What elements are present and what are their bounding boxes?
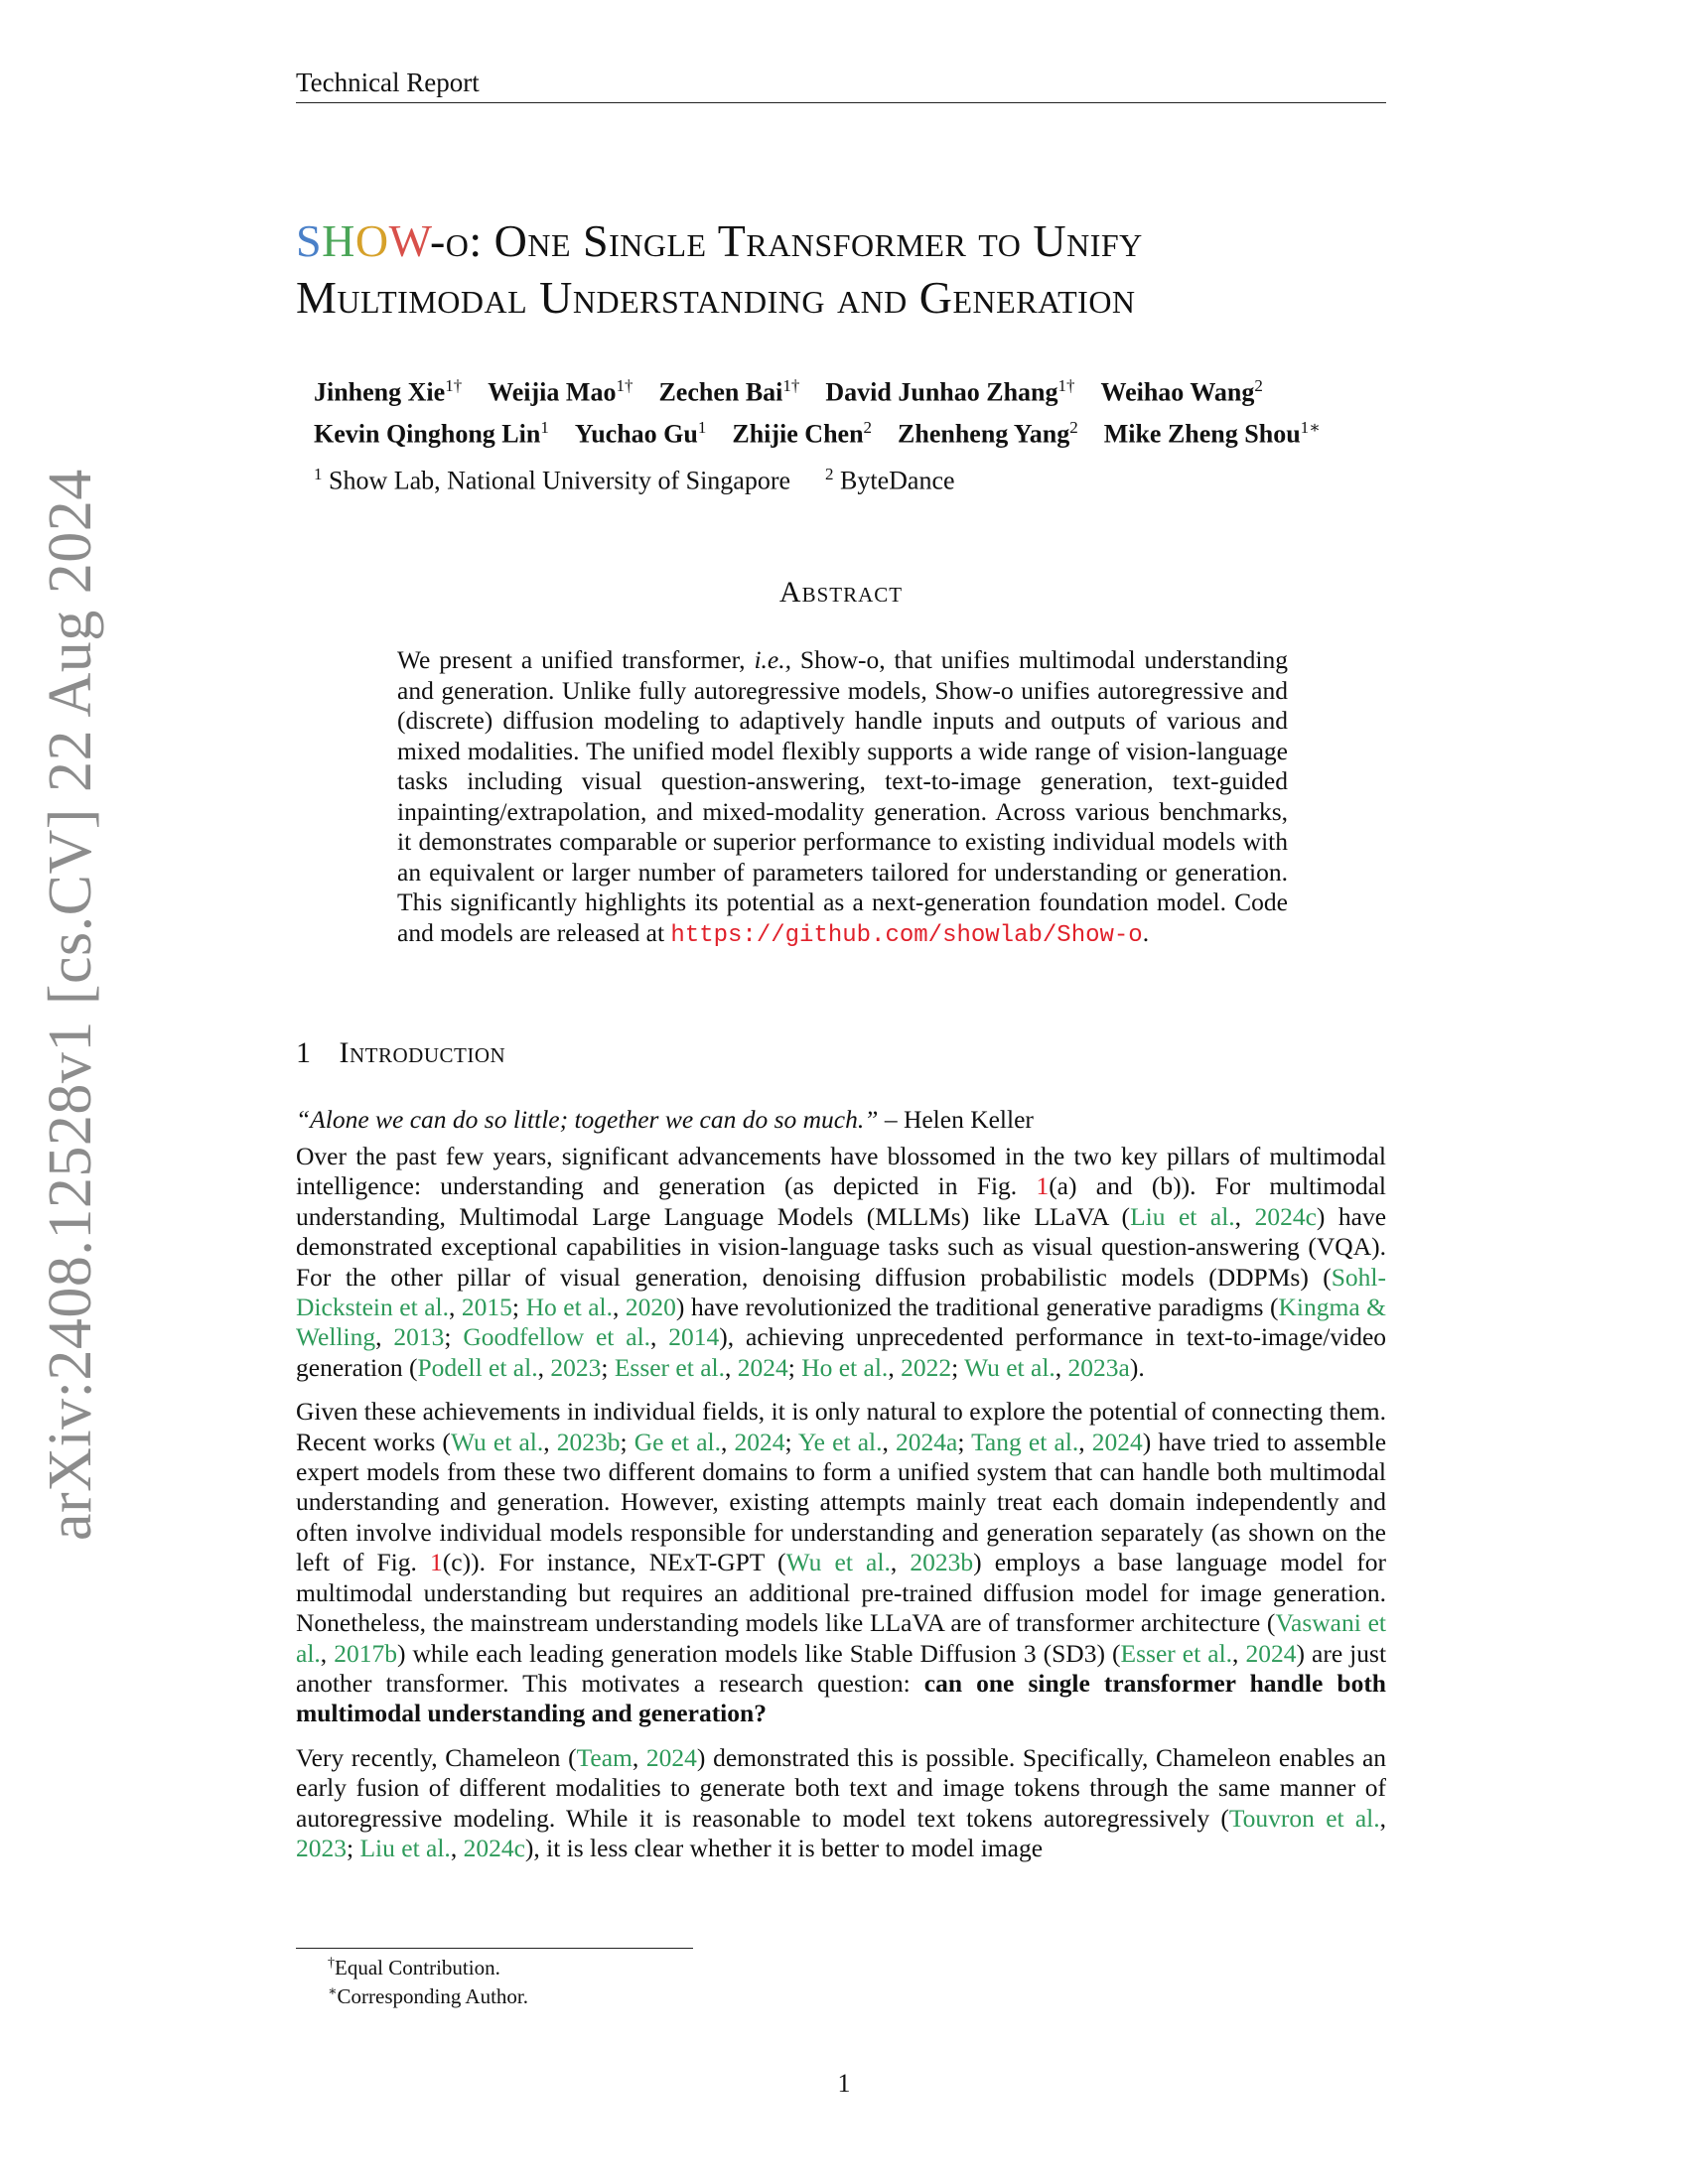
citation-link[interactable]: Wu et al.: [964, 1352, 1055, 1382]
citation-link[interactable]: 2024a: [896, 1427, 958, 1456]
title-line-1: [296, 212, 1388, 269]
body-text: ,: [632, 1742, 646, 1772]
body-text: ,: [1234, 1201, 1255, 1231]
footnote: [328, 1983, 528, 2009]
author-name: Weijia Mao: [488, 377, 617, 407]
paragraph-1: [296, 1142, 1386, 1383]
author-mark: 2: [863, 417, 873, 437]
paragraph-3: [296, 1743, 1386, 1864]
body-text: ;: [784, 1427, 798, 1456]
citation-link[interactable]: Team: [576, 1742, 633, 1772]
body-text: ,: [882, 1427, 897, 1456]
author-list: [314, 368, 1386, 451]
affiliations: [314, 465, 955, 496]
affiliation-name: ByteDance: [840, 466, 955, 495]
body-text: ,: [320, 1638, 335, 1668]
body-text: ,: [375, 1322, 394, 1352]
affiliation-mark: 1: [314, 465, 323, 483]
epigraph-attribution: – Helen Keller: [878, 1105, 1034, 1134]
citation-link[interactable]: 2017b: [334, 1638, 397, 1668]
citation-link[interactable]: 2023: [550, 1352, 602, 1382]
abstract-body: [397, 645, 1288, 951]
author-name: Yuchao Gu: [574, 419, 698, 449]
citation-link[interactable]: 2023: [296, 1833, 347, 1862]
body-text: ), achieving unprecedented performance in text-to-image/video generation (: [296, 1322, 1387, 1382]
author-mark: 1†: [445, 376, 463, 395]
section-number: 1: [296, 1036, 312, 1069]
body-text: ) are just another transformer. This motivates a research question:: [296, 1638, 1387, 1698]
citation-link[interactable]: 2024c: [1254, 1201, 1317, 1231]
figure-ref-link[interactable]: 1: [430, 1548, 443, 1577]
body-text: ,: [724, 1352, 738, 1382]
body-text: ;: [951, 1352, 965, 1382]
body-text: Over the past few years, significant advancements have blossomed in the two key pillars of multimodal intelligence: understanding and generation (as depicted in Fig.: [296, 1142, 1386, 1201]
body-text: ,: [449, 1293, 462, 1322]
citation-link[interactable]: 2023b: [910, 1548, 974, 1577]
citation-link[interactable]: 2024c: [463, 1833, 525, 1862]
author-name: David Junhao Zhang: [825, 377, 1058, 407]
author-row-2: [314, 410, 1386, 452]
body-text: ;: [957, 1427, 972, 1456]
paper-title: [296, 212, 1388, 326]
citation-link[interactable]: Ho et al.: [801, 1352, 889, 1382]
footnote-mark: ∗: [328, 1984, 338, 1999]
author-mark: 1: [697, 417, 707, 437]
paragraph-2: [296, 1397, 1386, 1728]
body-text: ,: [1379, 1803, 1387, 1833]
citation-link[interactable]: 2013: [393, 1322, 445, 1352]
body-text: ) have tried to assemble expert models from these two different domains to form a unified system that can handle both multimodal understanding and generation. However, existing attempts mainly treat each domain independently and often involve individual models responsible for understanding and generation separately (as shown on the left of Fig.: [296, 1427, 1387, 1577]
body-text: ,: [890, 1548, 911, 1577]
body-text: ,: [450, 1833, 464, 1862]
abstract-end: .: [1142, 917, 1150, 947]
body-text: ,: [888, 1352, 902, 1382]
author-name: Zhijie Chen: [732, 419, 864, 449]
body-text: ) demonstrated this is possible. Specifically, Chameleon enables an early fusion of different modalities to generate both text and image tokens through the same manner of autoregressive modeling. While it is reasonable to model text tokens autoregressively (: [296, 1742, 1387, 1833]
citation-link[interactable]: 2020: [625, 1293, 676, 1322]
citation-link[interactable]: 2022: [901, 1352, 952, 1382]
footnote-rule: [296, 1948, 693, 1949]
body-text: ;: [787, 1352, 802, 1382]
body-text: ,: [613, 1293, 626, 1322]
figure-ref-link[interactable]: 1: [1036, 1171, 1050, 1201]
footnote-mark: †: [328, 1956, 335, 1971]
citation-link[interactable]: Sohl-Dickstein et al.: [296, 1262, 1386, 1322]
citation-link[interactable]: Liu et al.: [1130, 1201, 1235, 1231]
body-text: ,: [543, 1427, 557, 1456]
citation-link[interactable]: 2024: [1245, 1638, 1297, 1668]
code-url-link[interactable]: https://github.com/showlab/Show-o: [670, 921, 1143, 949]
citation-link[interactable]: 2024: [1091, 1427, 1143, 1456]
research-question: can one single transformer handle both multimodal understanding and generation?: [296, 1668, 1386, 1728]
citation-link[interactable]: 2024: [645, 1742, 697, 1772]
show-w: W: [388, 215, 430, 266]
author-name: Zechen Bai: [658, 377, 783, 407]
body-text: ) have demonstrated exceptional capabilities in vision-language tasks such as visual question-answering (VQA). For the other pillar of visual generation, denoising diffusion probabilistic models (DDPMs) (: [296, 1201, 1387, 1292]
abstract-heading: Abstract: [778, 576, 904, 609]
body-text: Given these achievements in individual fields, it is only natural to explore the potential of connecting them. Recent works (: [296, 1397, 1386, 1456]
citation-link[interactable]: Esser et al.: [1120, 1638, 1233, 1668]
show-o: O: [354, 215, 389, 266]
body-text: ;: [347, 1833, 360, 1862]
body-text: ;: [620, 1427, 634, 1456]
body-text: ,: [1232, 1638, 1246, 1668]
body-text: ;: [444, 1322, 464, 1352]
footnote-text: Equal Contribution.: [335, 1956, 500, 1979]
body-text: ,: [720, 1427, 735, 1456]
running-header: Technical Report: [296, 68, 1386, 103]
epigraph-text: “Alone we can do so little; together we can do so much.”: [296, 1105, 879, 1134]
footnote-text: Corresponding Author.: [337, 1984, 529, 2008]
citation-link[interactable]: Ho et al.: [525, 1293, 613, 1322]
intro-body: [296, 1142, 1386, 1877]
citation-link[interactable]: 2015: [461, 1293, 512, 1322]
page-number: 1: [837, 2069, 851, 2098]
citation-link[interactable]: Ge et al.: [633, 1427, 721, 1456]
author-mark: 1: [540, 417, 549, 437]
body-text: (a) and (b)). For multimodal understanding, Multimodal Large Language Models (MLLMs) like LLaVA (: [296, 1171, 1386, 1231]
body-text: Very recently, Chameleon (: [296, 1742, 577, 1772]
footnote: [328, 1956, 500, 1980]
abstract-text: We present a unified transformer,: [397, 645, 755, 674]
citation-link[interactable]: 2014: [668, 1322, 720, 1352]
author-name: Zhenheng Yang: [898, 419, 1070, 449]
author-name: Jinheng Xie: [314, 377, 446, 407]
citation-link[interactable]: Vaswani et al.: [296, 1608, 1386, 1668]
affiliation-mark: 2: [825, 465, 834, 483]
citation-link[interactable]: 2023a: [1067, 1352, 1130, 1382]
author-mark: 1†: [616, 376, 633, 395]
body-text: (c)). For instance, NExT-GPT (: [442, 1548, 786, 1577]
citation-link[interactable]: 2023b: [556, 1427, 621, 1456]
citation-link[interactable]: Ye et al.: [797, 1427, 883, 1456]
body-text: ;: [511, 1293, 526, 1322]
show-s: S: [296, 215, 323, 266]
title-line-1-rest: -o: One Single Transformer to Unify: [429, 215, 1143, 266]
body-text: ;: [601, 1352, 615, 1382]
author-row-1: [314, 368, 1386, 410]
section-title: Introduction: [339, 1036, 506, 1069]
section-heading: [296, 1036, 505, 1070]
author-mark: 1†: [1057, 376, 1075, 395]
show-h: H: [322, 215, 355, 266]
body-text: ,: [1078, 1427, 1092, 1456]
citation-link[interactable]: Liu et al.: [359, 1833, 451, 1862]
abstract-ie: i.e.,: [754, 645, 791, 674]
author-mark: 1∗: [1300, 417, 1321, 437]
citation-link[interactable]: Wu et al.: [785, 1548, 891, 1577]
citation-link[interactable]: 2024: [734, 1427, 785, 1456]
body-text: ) while each leading generation models like Stable Diffusion 3 (SD3) (: [396, 1638, 1121, 1668]
citation-link[interactable]: 2024: [737, 1352, 788, 1382]
citation-link[interactable]: Esser et al.: [614, 1352, 725, 1382]
citation-link[interactable]: Touvron et al.: [1228, 1803, 1380, 1833]
affiliation-name: Show Lab, National University of Singapore: [329, 466, 791, 495]
body-text: ,: [537, 1352, 551, 1382]
author-name: Kevin Qinghong Lin: [314, 419, 541, 449]
citation-link[interactable]: Goodfellow et al.: [463, 1322, 651, 1352]
author-mark: 2: [1254, 376, 1263, 395]
author-mark: 1†: [782, 376, 800, 395]
citation-link[interactable]: Kingma & Welling: [296, 1293, 1387, 1352]
arxiv-stamp: arXiv:2408.12528v1 [cs.CV] 22 Aug 2024: [37, 469, 104, 1541]
citation-link[interactable]: Podell et al.: [417, 1352, 538, 1382]
abstract-text: Show-o, that unifies multimodal understanding and generation. Unlike fully autoregressive models, Show-o unifies autoregressive and (discrete) diffusion modeling to adaptively handle inputs and outputs of various and mixed modalities. The unified model flexibly supports a wide range of vision-language tasks including visual question-answering, text-to-image generation, text-guided inpainting/extrapolation, and mixed-modality generation. Across various benchmarks, it demonstrates comparable or superior performance to existing individual models with an equivalent or larger number of parameters tailored for understanding or generation. This significantly highlights its potential as a next-generation foundation model. Code and models are released at: [397, 645, 1289, 947]
body-text: ) employs a base language model for multimodal understanding but requires an additional pre-trained diffusion model for image generation. Nonetheless, the mainstream understanding models like LLaVA are of transformer architecture (: [296, 1548, 1386, 1638]
body-text: ), it is less clear whether it is better to model image: [524, 1833, 1044, 1862]
body-text: ,: [650, 1322, 669, 1352]
body-text: ) have revolutionized the traditional generative paradigms (: [675, 1293, 1279, 1322]
body-text: ).: [1129, 1352, 1145, 1382]
body-text: ,: [1055, 1352, 1068, 1382]
author-name: Weihao Wang: [1100, 377, 1255, 407]
citation-link[interactable]: Tang et al.: [971, 1427, 1079, 1456]
author-mark: 2: [1069, 417, 1078, 437]
citation-link[interactable]: Wu et al.: [450, 1427, 544, 1456]
author-name: Mike Zheng Shou: [1103, 419, 1301, 449]
epigraph: [296, 1105, 1034, 1135]
title-line-2: Multimodal Understanding and Generation: [296, 272, 1136, 323]
